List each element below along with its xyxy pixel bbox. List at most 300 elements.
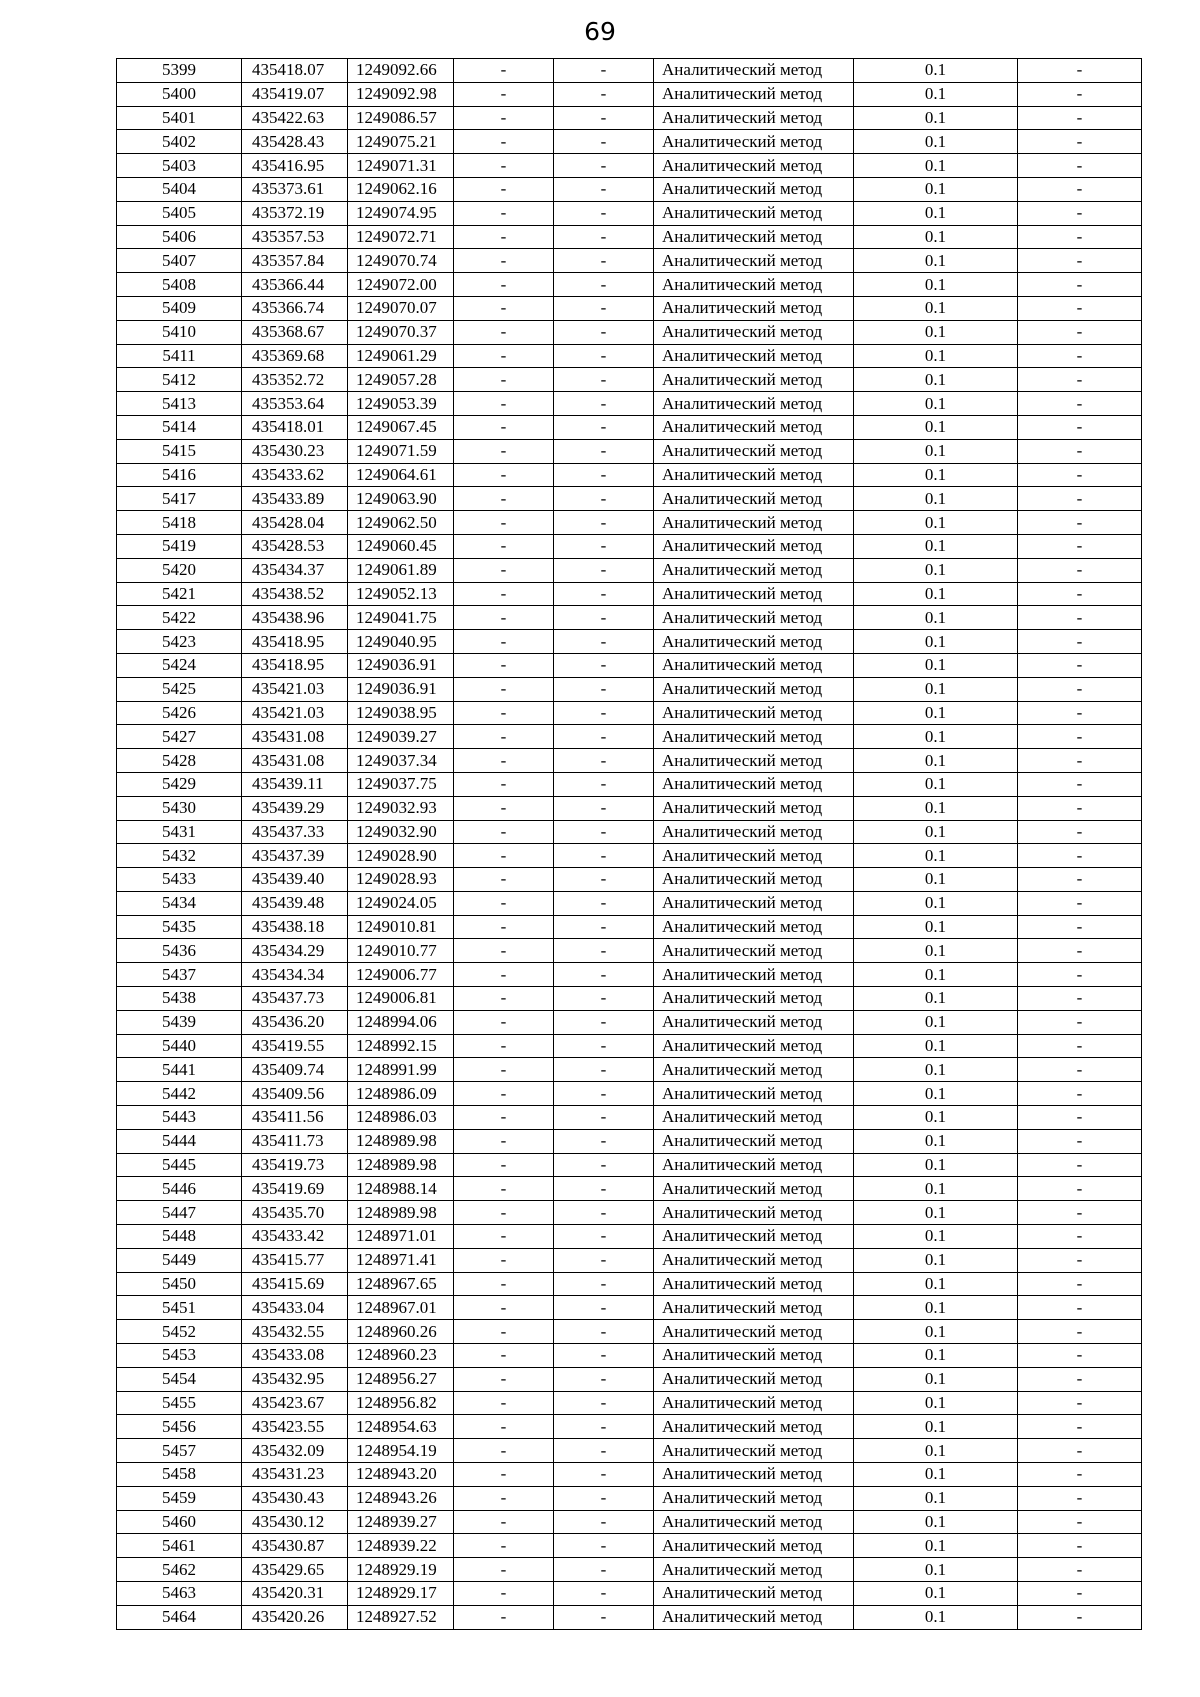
method-cell: Аналитический метод xyxy=(654,582,854,606)
y-coordinate-cell: 1248967.65 xyxy=(348,1272,454,1296)
y-coordinate-cell: 1249057.28 xyxy=(348,368,454,392)
point-number-cell: 5425 xyxy=(117,677,242,701)
empty-cell-a: - xyxy=(454,677,554,701)
y-coordinate-cell: 1249010.77 xyxy=(348,939,454,963)
y-coordinate-cell: 1248927.52 xyxy=(348,1605,454,1629)
point-number-cell: 5442 xyxy=(117,1082,242,1106)
method-cell: Аналитический метод xyxy=(654,630,854,654)
point-number-cell: 5406 xyxy=(117,225,242,249)
empty-cell-b: - xyxy=(554,1034,654,1058)
accuracy-cell: 0.1 xyxy=(854,725,1018,749)
empty-cell-c: - xyxy=(1018,320,1142,344)
accuracy-cell: 0.1 xyxy=(854,154,1018,178)
point-number-cell: 5418 xyxy=(117,511,242,535)
empty-cell-b: - xyxy=(554,653,654,677)
method-cell: Аналитический метод xyxy=(654,1605,854,1629)
point-number-cell: 5423 xyxy=(117,630,242,654)
accuracy-cell: 0.1 xyxy=(854,463,1018,487)
accuracy-cell: 0.1 xyxy=(854,273,1018,297)
empty-cell-b: - xyxy=(554,1510,654,1534)
empty-cell-b: - xyxy=(554,1225,654,1249)
table-row xyxy=(117,1486,1142,1510)
empty-cell-c: - xyxy=(1018,1201,1142,1225)
empty-cell-a: - xyxy=(454,630,554,654)
empty-cell-c: - xyxy=(1018,1320,1142,1344)
y-coordinate-cell: 1248986.03 xyxy=(348,1106,454,1130)
table-row xyxy=(117,320,1142,344)
empty-cell-c: - xyxy=(1018,1082,1142,1106)
accuracy-cell: 0.1 xyxy=(854,1296,1018,1320)
table-row xyxy=(117,796,1142,820)
empty-cell-a: - xyxy=(454,344,554,368)
accuracy-cell: 0.1 xyxy=(854,772,1018,796)
table-row xyxy=(117,653,1142,677)
y-coordinate-cell: 1249006.81 xyxy=(348,987,454,1011)
empty-cell-c: - xyxy=(1018,1439,1142,1463)
empty-cell-b: - xyxy=(554,201,654,225)
x-coordinate-cell: 435428.43 xyxy=(242,130,348,154)
method-cell: Аналитический метод xyxy=(654,1058,854,1082)
empty-cell-b: - xyxy=(554,82,654,106)
method-cell: Аналитический метод xyxy=(654,1296,854,1320)
empty-cell-a: - xyxy=(454,558,554,582)
accuracy-cell: 0.1 xyxy=(854,701,1018,725)
method-cell: Аналитический метод xyxy=(654,1129,854,1153)
point-number-cell: 5402 xyxy=(117,130,242,154)
point-number-cell: 5419 xyxy=(117,534,242,558)
empty-cell-c: - xyxy=(1018,201,1142,225)
method-cell: Аналитический метод xyxy=(654,820,854,844)
accuracy-cell: 0.1 xyxy=(854,392,1018,416)
accuracy-cell: 0.1 xyxy=(854,415,1018,439)
accuracy-cell: 0.1 xyxy=(854,1605,1018,1629)
empty-cell-a: - xyxy=(454,1510,554,1534)
empty-cell-b: - xyxy=(554,1201,654,1225)
empty-cell-b: - xyxy=(554,987,654,1011)
empty-cell-a: - xyxy=(454,963,554,987)
method-cell: Аналитический метод xyxy=(654,1582,854,1606)
point-number-cell: 5414 xyxy=(117,415,242,439)
x-coordinate-cell: 435435.70 xyxy=(242,1201,348,1225)
x-coordinate-cell: 435437.73 xyxy=(242,987,348,1011)
x-coordinate-cell: 435423.67 xyxy=(242,1391,348,1415)
empty-cell-a: - xyxy=(454,487,554,511)
accuracy-cell: 0.1 xyxy=(854,1320,1018,1344)
empty-cell-a: - xyxy=(454,1058,554,1082)
accuracy-cell: 0.1 xyxy=(854,1129,1018,1153)
y-coordinate-cell: 1248960.23 xyxy=(348,1344,454,1368)
accuracy-cell: 0.1 xyxy=(854,915,1018,939)
point-number-cell: 5449 xyxy=(117,1248,242,1272)
empty-cell-c: - xyxy=(1018,1415,1142,1439)
accuracy-cell: 0.1 xyxy=(854,1439,1018,1463)
y-coordinate-cell: 1249032.93 xyxy=(348,796,454,820)
empty-cell-a: - xyxy=(454,1106,554,1130)
method-cell: Аналитический метод xyxy=(654,130,854,154)
accuracy-cell: 0.1 xyxy=(854,868,1018,892)
point-number-cell: 5407 xyxy=(117,249,242,273)
x-coordinate-cell: 435409.74 xyxy=(242,1058,348,1082)
accuracy-cell: 0.1 xyxy=(854,487,1018,511)
accuracy-cell: 0.1 xyxy=(854,844,1018,868)
method-cell: Аналитический метод xyxy=(654,487,854,511)
y-coordinate-cell: 1249071.31 xyxy=(348,154,454,178)
x-coordinate-cell: 435357.53 xyxy=(242,225,348,249)
x-coordinate-cell: 435422.63 xyxy=(242,106,348,130)
x-coordinate-cell: 435434.34 xyxy=(242,963,348,987)
method-cell: Аналитический метод xyxy=(654,106,854,130)
point-number-cell: 5436 xyxy=(117,939,242,963)
point-number-cell: 5431 xyxy=(117,820,242,844)
table-row xyxy=(117,1391,1142,1415)
method-cell: Аналитический метод xyxy=(654,296,854,320)
empty-cell-c: - xyxy=(1018,749,1142,773)
x-coordinate-cell: 435436.20 xyxy=(242,1010,348,1034)
accuracy-cell: 0.1 xyxy=(854,963,1018,987)
empty-cell-a: - xyxy=(454,1486,554,1510)
method-cell: Аналитический метод xyxy=(654,154,854,178)
y-coordinate-cell: 1248943.20 xyxy=(348,1463,454,1487)
accuracy-cell: 0.1 xyxy=(854,177,1018,201)
y-coordinate-cell: 1249028.90 xyxy=(348,844,454,868)
y-coordinate-cell: 1248956.27 xyxy=(348,1367,454,1391)
table-row xyxy=(117,1201,1142,1225)
empty-cell-b: - xyxy=(554,463,654,487)
accuracy-cell: 0.1 xyxy=(854,1082,1018,1106)
empty-cell-a: - xyxy=(454,844,554,868)
x-coordinate-cell: 435439.29 xyxy=(242,796,348,820)
empty-cell-a: - xyxy=(454,296,554,320)
empty-cell-b: - xyxy=(554,249,654,273)
table-row xyxy=(117,249,1142,273)
y-coordinate-cell: 1248967.01 xyxy=(348,1296,454,1320)
x-coordinate-cell: 435416.95 xyxy=(242,154,348,178)
empty-cell-a: - xyxy=(454,1201,554,1225)
x-coordinate-cell: 435428.04 xyxy=(242,511,348,535)
table-row xyxy=(117,701,1142,725)
point-number-cell: 5399 xyxy=(117,59,242,83)
point-number-cell: 5445 xyxy=(117,1153,242,1177)
empty-cell-a: - xyxy=(454,1296,554,1320)
empty-cell-b: - xyxy=(554,225,654,249)
x-coordinate-cell: 435352.72 xyxy=(242,368,348,392)
table-row xyxy=(117,201,1142,225)
table-row xyxy=(117,1225,1142,1249)
empty-cell-b: - xyxy=(554,487,654,511)
x-coordinate-cell: 435433.08 xyxy=(242,1344,348,1368)
method-cell: Аналитический метод xyxy=(654,534,854,558)
empty-cell-a: - xyxy=(454,796,554,820)
method-cell: Аналитический метод xyxy=(654,1391,854,1415)
y-coordinate-cell: 1249075.21 xyxy=(348,130,454,154)
y-coordinate-cell: 1249086.57 xyxy=(348,106,454,130)
empty-cell-b: - xyxy=(554,1106,654,1130)
empty-cell-c: - xyxy=(1018,1177,1142,1201)
y-coordinate-cell: 1249074.95 xyxy=(348,201,454,225)
method-cell: Аналитический метод xyxy=(654,1439,854,1463)
empty-cell-b: - xyxy=(554,1415,654,1439)
empty-cell-c: - xyxy=(1018,1225,1142,1249)
empty-cell-b: - xyxy=(554,415,654,439)
empty-cell-a: - xyxy=(454,273,554,297)
table-row xyxy=(117,1415,1142,1439)
empty-cell-c: - xyxy=(1018,439,1142,463)
coordinates-table xyxy=(116,58,1142,1630)
empty-cell-a: - xyxy=(454,249,554,273)
method-cell: Аналитический метод xyxy=(654,1510,854,1534)
x-coordinate-cell: 435432.95 xyxy=(242,1367,348,1391)
method-cell: Аналитический метод xyxy=(654,1344,854,1368)
empty-cell-a: - xyxy=(454,368,554,392)
method-cell: Аналитический метод xyxy=(654,225,854,249)
point-number-cell: 5426 xyxy=(117,701,242,725)
empty-cell-c: - xyxy=(1018,987,1142,1011)
method-cell: Аналитический метод xyxy=(654,82,854,106)
accuracy-cell: 0.1 xyxy=(854,1486,1018,1510)
empty-cell-b: - xyxy=(554,749,654,773)
method-cell: Аналитический метод xyxy=(654,606,854,630)
empty-cell-a: - xyxy=(454,534,554,558)
y-coordinate-cell: 1249072.00 xyxy=(348,273,454,297)
table-row xyxy=(117,1558,1142,1582)
x-coordinate-cell: 435431.23 xyxy=(242,1463,348,1487)
accuracy-cell: 0.1 xyxy=(854,1272,1018,1296)
table-row xyxy=(117,1129,1142,1153)
x-coordinate-cell: 435366.44 xyxy=(242,273,348,297)
y-coordinate-cell: 1248986.09 xyxy=(348,1082,454,1106)
empty-cell-a: - xyxy=(454,1177,554,1201)
empty-cell-a: - xyxy=(454,1225,554,1249)
y-coordinate-cell: 1248954.19 xyxy=(348,1439,454,1463)
x-coordinate-cell: 435357.84 xyxy=(242,249,348,273)
point-number-cell: 5427 xyxy=(117,725,242,749)
empty-cell-c: - xyxy=(1018,154,1142,178)
table-row xyxy=(117,820,1142,844)
x-coordinate-cell: 435439.40 xyxy=(242,868,348,892)
empty-cell-c: - xyxy=(1018,1058,1142,1082)
empty-cell-c: - xyxy=(1018,891,1142,915)
empty-cell-b: - xyxy=(554,1558,654,1582)
x-coordinate-cell: 435432.55 xyxy=(242,1320,348,1344)
y-coordinate-cell: 1249071.59 xyxy=(348,439,454,463)
point-number-cell: 5461 xyxy=(117,1534,242,1558)
empty-cell-a: - xyxy=(454,1320,554,1344)
y-coordinate-cell: 1249070.74 xyxy=(348,249,454,273)
x-coordinate-cell: 435419.07 xyxy=(242,82,348,106)
empty-cell-c: - xyxy=(1018,915,1142,939)
method-cell: Аналитический метод xyxy=(654,891,854,915)
empty-cell-c: - xyxy=(1018,59,1142,83)
empty-cell-c: - xyxy=(1018,653,1142,677)
point-number-cell: 5462 xyxy=(117,1558,242,1582)
empty-cell-b: - xyxy=(554,701,654,725)
point-number-cell: 5447 xyxy=(117,1201,242,1225)
x-coordinate-cell: 435433.42 xyxy=(242,1225,348,1249)
table-row xyxy=(117,1605,1142,1629)
table-row xyxy=(117,177,1142,201)
point-number-cell: 5415 xyxy=(117,439,242,463)
table-row xyxy=(117,915,1142,939)
table-row xyxy=(117,1010,1142,1034)
table-row xyxy=(117,1058,1142,1082)
point-number-cell: 5432 xyxy=(117,844,242,868)
method-cell: Аналитический метод xyxy=(654,177,854,201)
accuracy-cell: 0.1 xyxy=(854,1344,1018,1368)
method-cell: Аналитический метод xyxy=(654,1201,854,1225)
empty-cell-a: - xyxy=(454,415,554,439)
method-cell: Аналитический метод xyxy=(654,368,854,392)
x-coordinate-cell: 435419.55 xyxy=(242,1034,348,1058)
method-cell: Аналитический метод xyxy=(654,59,854,83)
table-row xyxy=(117,844,1142,868)
empty-cell-c: - xyxy=(1018,487,1142,511)
point-number-cell: 5424 xyxy=(117,653,242,677)
accuracy-cell: 0.1 xyxy=(854,677,1018,701)
empty-cell-c: - xyxy=(1018,844,1142,868)
empty-cell-b: - xyxy=(554,582,654,606)
empty-cell-b: - xyxy=(554,296,654,320)
y-coordinate-cell: 1249036.91 xyxy=(348,653,454,677)
empty-cell-b: - xyxy=(554,59,654,83)
point-number-cell: 5440 xyxy=(117,1034,242,1058)
empty-cell-a: - xyxy=(454,1463,554,1487)
empty-cell-c: - xyxy=(1018,296,1142,320)
y-coordinate-cell: 1248939.27 xyxy=(348,1510,454,1534)
page-number: 69 xyxy=(584,17,616,46)
method-cell: Аналитический метод xyxy=(654,1367,854,1391)
x-coordinate-cell: 435369.68 xyxy=(242,344,348,368)
empty-cell-c: - xyxy=(1018,1463,1142,1487)
empty-cell-c: - xyxy=(1018,772,1142,796)
method-cell: Аналитический метод xyxy=(654,796,854,820)
point-number-cell: 5438 xyxy=(117,987,242,1011)
accuracy-cell: 0.1 xyxy=(854,368,1018,392)
x-coordinate-cell: 435439.48 xyxy=(242,891,348,915)
y-coordinate-cell: 1249062.16 xyxy=(348,177,454,201)
y-coordinate-cell: 1249070.07 xyxy=(348,296,454,320)
x-coordinate-cell: 435428.53 xyxy=(242,534,348,558)
x-coordinate-cell: 435438.96 xyxy=(242,606,348,630)
empty-cell-b: - xyxy=(554,344,654,368)
y-coordinate-cell: 1248971.01 xyxy=(348,1225,454,1249)
empty-cell-a: - xyxy=(454,59,554,83)
accuracy-cell: 0.1 xyxy=(854,1034,1018,1058)
method-cell: Аналитический метод xyxy=(654,677,854,701)
accuracy-cell: 0.1 xyxy=(854,891,1018,915)
empty-cell-b: - xyxy=(554,1582,654,1606)
empty-cell-a: - xyxy=(454,653,554,677)
empty-cell-b: - xyxy=(554,392,654,416)
empty-cell-c: - xyxy=(1018,939,1142,963)
method-cell: Аналитический метод xyxy=(654,439,854,463)
y-coordinate-cell: 1249067.45 xyxy=(348,415,454,439)
x-coordinate-cell: 435421.03 xyxy=(242,677,348,701)
point-number-cell: 5457 xyxy=(117,1439,242,1463)
empty-cell-c: - xyxy=(1018,463,1142,487)
empty-cell-a: - xyxy=(454,1534,554,1558)
empty-cell-a: - xyxy=(454,177,554,201)
empty-cell-b: - xyxy=(554,820,654,844)
empty-cell-a: - xyxy=(454,820,554,844)
empty-cell-c: - xyxy=(1018,1129,1142,1153)
method-cell: Аналитический метод xyxy=(654,1486,854,1510)
x-coordinate-cell: 435419.73 xyxy=(242,1153,348,1177)
empty-cell-a: - xyxy=(454,154,554,178)
empty-cell-c: - xyxy=(1018,1534,1142,1558)
empty-cell-c: - xyxy=(1018,1558,1142,1582)
x-coordinate-cell: 435433.04 xyxy=(242,1296,348,1320)
empty-cell-c: - xyxy=(1018,344,1142,368)
empty-cell-b: - xyxy=(554,677,654,701)
accuracy-cell: 0.1 xyxy=(854,939,1018,963)
empty-cell-b: - xyxy=(554,273,654,297)
table-row xyxy=(117,558,1142,582)
accuracy-cell: 0.1 xyxy=(854,1534,1018,1558)
accuracy-cell: 0.1 xyxy=(854,653,1018,677)
method-cell: Аналитический метод xyxy=(654,1010,854,1034)
y-coordinate-cell: 1249039.27 xyxy=(348,725,454,749)
table-row xyxy=(117,1344,1142,1368)
y-coordinate-cell: 1249064.61 xyxy=(348,463,454,487)
point-number-cell: 5463 xyxy=(117,1582,242,1606)
empty-cell-a: - xyxy=(454,1344,554,1368)
accuracy-cell: 0.1 xyxy=(854,1225,1018,1249)
accuracy-cell: 0.1 xyxy=(854,1391,1018,1415)
x-coordinate-cell: 435430.23 xyxy=(242,439,348,463)
accuracy-cell: 0.1 xyxy=(854,558,1018,582)
empty-cell-a: - xyxy=(454,1558,554,1582)
empty-cell-c: - xyxy=(1018,1367,1142,1391)
empty-cell-b: - xyxy=(554,963,654,987)
table-row xyxy=(117,225,1142,249)
empty-cell-b: - xyxy=(554,1463,654,1487)
point-number-cell: 5455 xyxy=(117,1391,242,1415)
empty-cell-c: - xyxy=(1018,177,1142,201)
y-coordinate-cell: 1248992.15 xyxy=(348,1034,454,1058)
table-row xyxy=(117,1034,1142,1058)
empty-cell-a: - xyxy=(454,987,554,1011)
x-coordinate-cell: 435434.37 xyxy=(242,558,348,582)
empty-cell-c: - xyxy=(1018,1391,1142,1415)
table-row xyxy=(117,1510,1142,1534)
empty-cell-a: - xyxy=(454,320,554,344)
empty-cell-c: - xyxy=(1018,1510,1142,1534)
point-number-cell: 5446 xyxy=(117,1177,242,1201)
accuracy-cell: 0.1 xyxy=(854,1106,1018,1130)
y-coordinate-cell: 1249028.93 xyxy=(348,868,454,892)
empty-cell-a: - xyxy=(454,1010,554,1034)
empty-cell-a: - xyxy=(454,701,554,725)
accuracy-cell: 0.1 xyxy=(854,987,1018,1011)
empty-cell-b: - xyxy=(554,1534,654,1558)
x-coordinate-cell: 435431.08 xyxy=(242,725,348,749)
table-row xyxy=(117,1534,1142,1558)
x-coordinate-cell: 435409.56 xyxy=(242,1082,348,1106)
y-coordinate-cell: 1248943.26 xyxy=(348,1486,454,1510)
method-cell: Аналитический метод xyxy=(654,273,854,297)
y-coordinate-cell: 1249006.77 xyxy=(348,963,454,987)
method-cell: Аналитический метод xyxy=(654,1225,854,1249)
point-number-cell: 5439 xyxy=(117,1010,242,1034)
table-row xyxy=(117,1248,1142,1272)
x-coordinate-cell: 435420.26 xyxy=(242,1605,348,1629)
empty-cell-b: - xyxy=(554,1177,654,1201)
accuracy-cell: 0.1 xyxy=(854,201,1018,225)
accuracy-cell: 0.1 xyxy=(854,1153,1018,1177)
point-number-cell: 5435 xyxy=(117,915,242,939)
point-number-cell: 5437 xyxy=(117,963,242,987)
x-coordinate-cell: 435432.09 xyxy=(242,1439,348,1463)
